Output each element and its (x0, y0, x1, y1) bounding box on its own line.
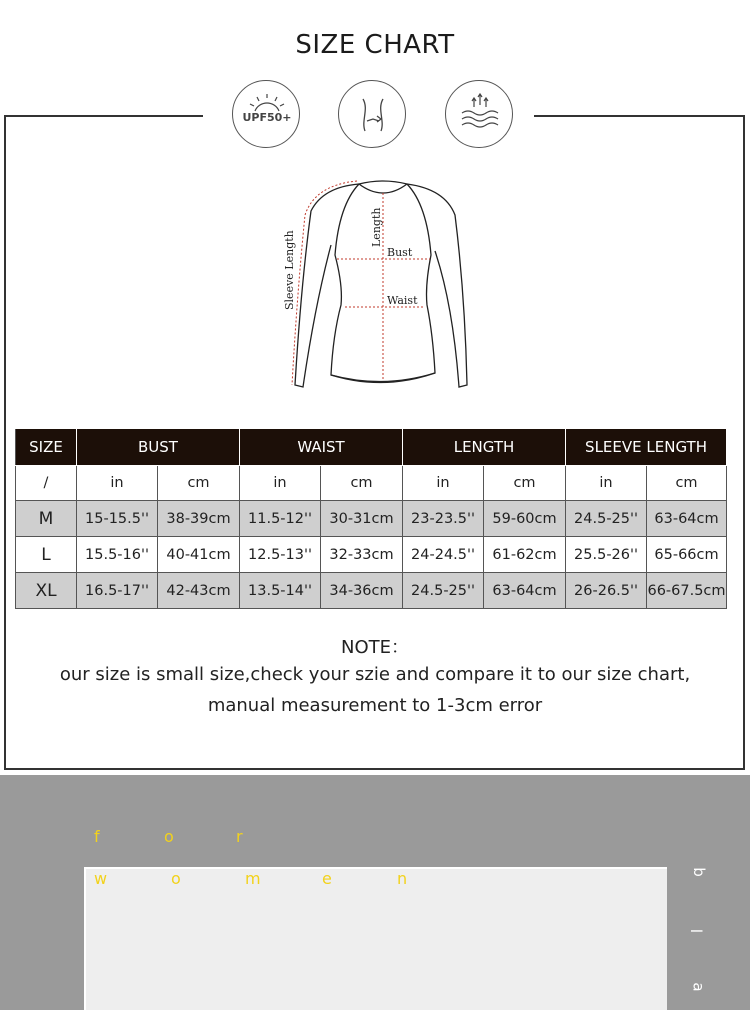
sleeve-length-label: Sleeve Length (283, 230, 296, 310)
table-cell: 59-60cm (484, 501, 566, 537)
table-cell: 13.5-14'' (240, 573, 321, 609)
unit-cell: in (566, 466, 647, 501)
upf50-icon (232, 80, 300, 148)
table-cell: 63-64cm (647, 501, 727, 537)
size-cell: L (16, 537, 77, 573)
header-sleeve-length: SLEEVE LENGTH (566, 429, 727, 466)
bottom-banner (0, 775, 750, 1010)
rash-guard-diagram (275, 175, 475, 395)
size-table (15, 428, 727, 609)
table-cell: 32-33cm (321, 537, 403, 573)
table-cell: 34-36cm (321, 573, 403, 609)
note-line-1: our size is small size,check your szie and compare it to our size chart, (59, 664, 691, 685)
banner-letter: r (236, 827, 243, 846)
length-label: Length (370, 207, 383, 247)
banner-letter: w (94, 869, 108, 888)
table-cell: 24-24.5'' (403, 537, 484, 573)
table-row (16, 573, 727, 609)
table-cell: 24.5-25'' (566, 501, 647, 537)
table-cell: 15.5-16'' (77, 537, 158, 573)
table-cell: 15-15.5'' (77, 501, 158, 537)
bust-label: Bust (387, 246, 413, 259)
table-cell: 42-43cm (158, 573, 240, 609)
header-size: SIZE (16, 429, 77, 466)
units-row (16, 466, 727, 501)
banner-card (84, 867, 667, 1010)
unit-cell: cm (647, 466, 727, 501)
table-cell: 24.5-25'' (403, 573, 484, 609)
banner-letter: o (171, 869, 181, 888)
banner-letter: m (245, 869, 261, 888)
table-header-row (16, 429, 727, 466)
unit-cell: in (77, 466, 158, 501)
table-cell: 30-31cm (321, 501, 403, 537)
banner-letter: f (94, 827, 100, 846)
size-cell: XL (16, 573, 77, 609)
banner-letter: o (164, 827, 174, 846)
table-cell: 11.5-12'' (240, 501, 321, 537)
size-cell: M (16, 501, 77, 537)
banner-vertical-letter: a (689, 982, 708, 992)
unit-cell: in (403, 466, 484, 501)
table-row (16, 537, 727, 573)
frame-top-right-line (534, 115, 745, 117)
table-cell: 63-64cm (484, 573, 566, 609)
table-cell: 61-62cm (484, 537, 566, 573)
unit-cell: cm (484, 466, 566, 501)
header-waist: WAIST (240, 429, 403, 466)
table-cell: 12.5-13'' (240, 537, 321, 573)
body-shape-icon (338, 80, 406, 148)
note-line-2: manual measurement to 1-3cm error (207, 695, 543, 716)
unit-cell: in (240, 466, 321, 501)
water-wave-icon (445, 80, 513, 148)
unit-cell: cm (158, 466, 240, 501)
table-cell: 40-41cm (158, 537, 240, 573)
unit-marker: / (16, 466, 77, 501)
page-title: SIZE CHART (295, 30, 455, 60)
table-cell: 16.5-17'' (77, 573, 158, 609)
header-bust: BUST (77, 429, 240, 466)
table-cell: 66-67.5cm (647, 573, 727, 609)
table-cell: 65-66cm (647, 537, 727, 573)
table-cell: 38-39cm (158, 501, 240, 537)
banner-letter: e (322, 869, 332, 888)
frame-top-left-line (4, 115, 203, 117)
table-row (16, 501, 727, 537)
waist-label: Waist (387, 294, 418, 307)
unit-cell: cm (321, 466, 403, 501)
banner-letter: n (397, 869, 408, 888)
table-cell: 26-26.5'' (566, 573, 647, 609)
table-cell: 23-23.5'' (403, 501, 484, 537)
table-cell: 25.5-26'' (566, 537, 647, 573)
upf-label: UPF50+ (242, 111, 292, 124)
banner-vertical-letter: b (689, 867, 708, 877)
header-length: LENGTH (403, 429, 566, 466)
note-heading: NOTE： (340, 637, 409, 658)
banner-vertical-letter: l (687, 928, 706, 934)
